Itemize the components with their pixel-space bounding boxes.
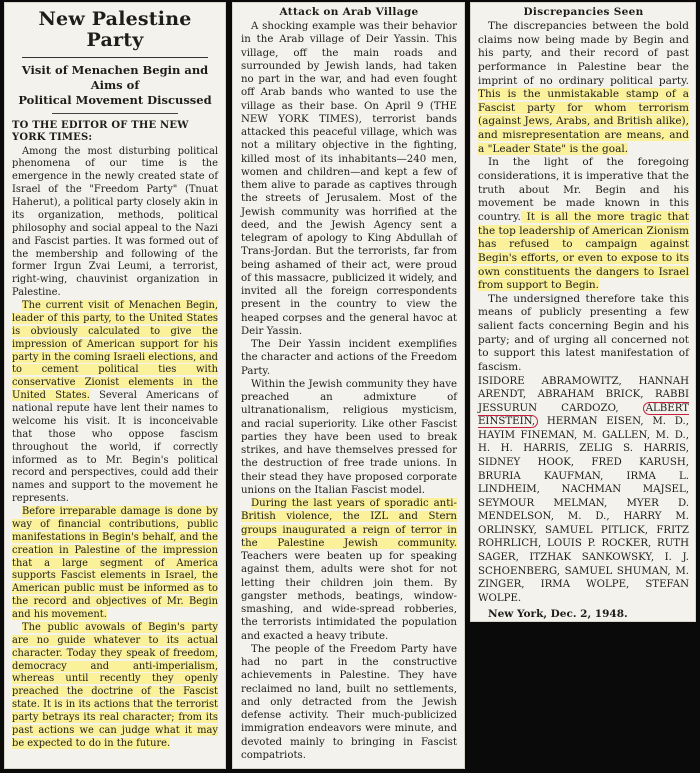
paragraph [241, 497, 457, 643]
highlighted-text: The public avowals of Begin's party are no guide whatever to its actual character. Today they speak of freedom, democracy and anti-imperialism, whereas until recently they openly preached the doctrine of the Fascist state. It is in its actions that the terrorist party betrays its real character; from its past actions we can judge what it may be expected to do in the future. [12, 621, 218, 749]
paragraph [478, 156, 689, 292]
paragraph [12, 622, 218, 751]
signatories [478, 375, 689, 606]
paragraph [478, 20, 689, 156]
section-heading: Discrepancies Seen [523, 6, 644, 18]
paragraph [478, 293, 689, 375]
subhead-line: Political Movement Discussed [18, 92, 212, 107]
divider [52, 113, 178, 114]
column-1-body [12, 146, 218, 751]
text-run: In the light of the foregoing considerations, it is imperative that the truth about Mr. Begin and his movement be made known in this country. [478, 156, 689, 223]
column-2 [232, 2, 465, 769]
divider [22, 57, 208, 58]
to-editor-line: TO THE EDITOR OF THE NEW YORK TIMES: [12, 119, 189, 144]
highlighted-text: It is all the more tragic that the top leadership of American Zionism has refused to campaign against Begin's efforts, or even to expose to its own constituents the dangers to Israel from support to Begin. [478, 210, 689, 292]
signatories-before: ISIDORE ABRAMOWITZ, HANNAH ARENDT, ABRAHAM BRICK, RABBI JESSURUN CARDOZO, [478, 375, 689, 414]
paragraph [241, 643, 457, 762]
text-run: Teachers were beaten up for speaking against them, adults were shot for not letting their children join them. By gangster methods, beatings, window-smashing, and wide-spread robberies, the terrorists intimidated the population and exacted a heavy tribute. [241, 551, 457, 642]
column-3-body [478, 20, 689, 375]
highlighted-text: This is the unmistakable stamp of a Fascist party for whom terrorism (against Jews, Arabs, and British alike), and misrepresentation are means, and a "Leader State" is the goal. [478, 88, 689, 155]
signatories-after: HERMAN EISEN, M. D., HAYIM FINEMAN, M. GALLEN, M. D., H. H. HARRIS, ZELIG S. HARRIS, SIDNEY HOOK, FRED KARUSH, BRURIA KAUFMAN, IRMA L. LINDHEIM, NACHMAN MAJSEL, SEYMOUR MELMAN, MYER D. MENDELSON, M. D., HARRY M. ORLINSKY, SAMUEL PITLICK, FRITZ ROHRLICH, LOUIS P. ROCKER, RUTH SAGER, ITZHAK SANKOWSKY, I. J. SCHOENBERG, SAMUEL SHUMAN, M. ZINGER, IRMA WOLPE, STEFAN WOLPE. [478, 416, 689, 604]
highlighted-text: The current visit of Menachen Begin, leader of this party, to the United States is obviously calculated to give the impression of American support for his party in the coming Israeli elections, and to cement political ties with conservative Zionist elements in the United States. [12, 300, 219, 402]
paragraph [12, 300, 218, 506]
text-run: The Deir Yassin incident exemplifies the character and actions of the Freedom Party. [241, 339, 457, 377]
dateline: New York, Dec. 2, 1948. [488, 608, 628, 621]
paragraph [241, 378, 457, 497]
paragraph [241, 20, 457, 338]
circled-signatory: ALBERT EINSTEIN, [478, 402, 689, 428]
text-run: Within the Jewish community they have preached an admixture of ultranationalism, religious mysticism, and racial superiority. Like other Fascist parties they have been used to break strikes, and have themselves pressed for the destruction of free trade unions. In their stead they have proposed corporate unions on the Italian Fascist model. [241, 378, 457, 496]
paragraph [12, 146, 218, 301]
text-run: A shocking example was their behavior in the Arab village of Deir Yassin. This village, off the main roads and surrounded by Jewish lands, had taken no part in the war, and had even fought off Arab bands who wanted to use the village as their base. On April 9 (THE NEW YORK TIMES), terrorist bands attacked this peaceful village, which was not a military objective in the fighting, killed most of its inhabitants—240 men, women and children—and kept a few of them alive to parade as captives through the streets of Jerusalem. Most of the Jewish community was horrified at the deed, and the Jewish Agency sent a telegram of apology to King Abdullah of Trans-Jordan. But the terrorists, far from being ashamed of their act, were proud of this massacre, publicized it widely, and invited all the foreign correspondents present in the country to view the heaped corpses and the general havoc at Deir Yassin. [241, 21, 457, 337]
section-heading: Attack on Arab Village [279, 6, 419, 18]
headline: New Palestine Party [38, 8, 192, 51]
column-2-body [241, 20, 457, 762]
paragraph [12, 506, 218, 622]
text-run: The undersigned therefore take this means of publicly presenting a few salient facts concerning Begin and his party; and of urging all concerned not to support this latest manifestation of fascism. [478, 292, 689, 374]
text-run: Several Americans of national repute have lent their names to welcome his visit. It is inconceivable that those who oppose fascism throughout the world, if correctly informed as to Mr. Begin's political record and perspectives, could add their names and support to the movement he represents. [12, 390, 218, 505]
column-3 [470, 2, 696, 622]
highlighted-text: Before irreparable damage is done by way of financial contributions, public manifestations in Begin's behalf, and the creation in Palestine of the impression that a large segment of America supports Fascist elements in Israel, the American public must be informed as to the record and objectives of Mr. Begin and his movement. [12, 506, 218, 621]
subhead-line: Visit of Menachen Begin and Aims of [21, 62, 209, 92]
paragraph [241, 338, 457, 378]
column-1 [4, 2, 226, 769]
text-run: The people of the Freedom Party have had no part in the constructive achievements in Palestine. They have reclaimed no land, built no settlements, and only detracted from the Jewish defense activity. Their much-publicized immigration endeavors were minute, and devoted mainly to bringing in Fascist compatriots. [241, 643, 457, 761]
subheadline [12, 63, 218, 108]
text-run: The discrepancies between the bold claims now being made by Begin and his party, and their record of past performance in Palestine bear the imprint of no ordinary political party. [478, 20, 689, 87]
text-run: Among the most disturbing political phenomena of our time is the emergence in the newly created state of Israel of the "Freedom Party" (Tnuat Haherut), a political party closely akin in its organization, methods, political philosophy and social appeal to the Nazi and Fascist parties. It was formed out of the membership and following of the former Irgun Zvai Leumi, a terrorist, right-wing, chauvinist organization in Palestine. [12, 145, 218, 299]
highlighted-text: During the last years of sporadic anti-British violence, the IZL and Stern groups inaugurated a reign of terror in the Palestine Jewish community. [241, 498, 457, 549]
